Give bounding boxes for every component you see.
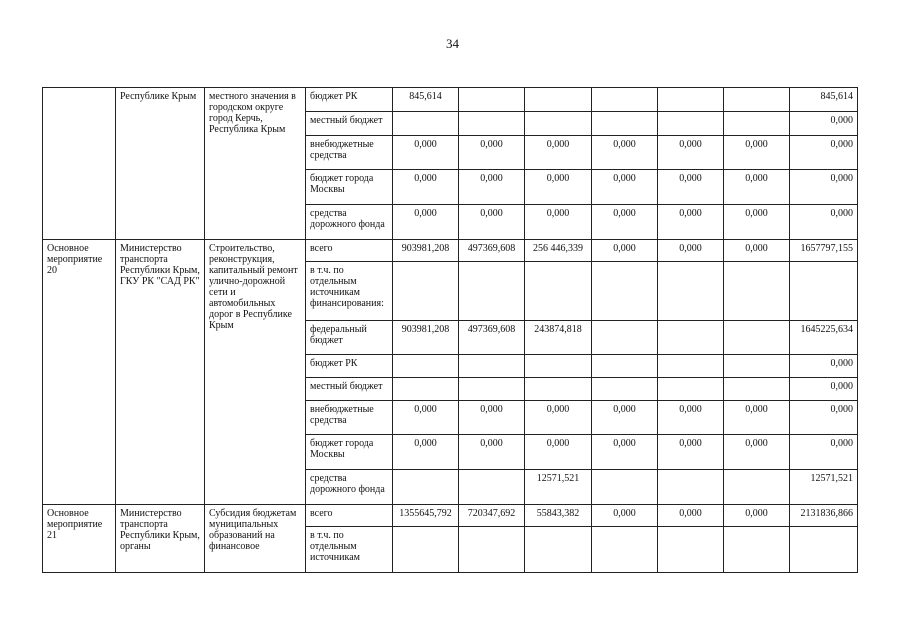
executor-cell: Республике Крым xyxy=(116,88,205,240)
total-cell: 0,000 xyxy=(790,378,858,401)
value-cell: 0,000 xyxy=(393,170,459,205)
value-cell: 0,000 xyxy=(393,401,459,435)
value-cell xyxy=(525,527,592,573)
value-cell: 1355645,792 xyxy=(393,505,459,527)
value-cell: 0,000 xyxy=(658,401,724,435)
value-cell xyxy=(658,355,724,378)
value-cell: 0,000 xyxy=(592,205,658,240)
value-cell xyxy=(658,378,724,401)
total-cell: 0,000 xyxy=(790,112,858,136)
value-cell: 0,000 xyxy=(724,505,790,527)
value-cell xyxy=(592,355,658,378)
executor-cell: Министерство транспорта Республики Крым, органы xyxy=(116,505,205,573)
value-cell: 0,000 xyxy=(724,435,790,470)
total-cell: 845,614 xyxy=(790,88,858,112)
value-cell xyxy=(525,262,592,321)
source-cell: бюджет РК xyxy=(306,355,393,378)
value-cell xyxy=(658,88,724,112)
value-cell: 0,000 xyxy=(525,435,592,470)
value-cell xyxy=(592,378,658,401)
value-cell: 0,000 xyxy=(459,401,525,435)
value-cell: 0,000 xyxy=(724,205,790,240)
total-cell: 0,000 xyxy=(790,170,858,205)
value-cell xyxy=(525,355,592,378)
value-cell: 0,000 xyxy=(525,205,592,240)
value-cell xyxy=(393,378,459,401)
value-cell xyxy=(658,262,724,321)
value-cell xyxy=(724,262,790,321)
value-cell: 0,000 xyxy=(525,401,592,435)
value-cell: 0,000 xyxy=(592,136,658,170)
value-cell xyxy=(525,112,592,136)
value-cell xyxy=(592,112,658,136)
total-cell xyxy=(790,527,858,573)
total-cell: 12571,521 xyxy=(790,470,858,505)
value-cell xyxy=(459,470,525,505)
value-cell: 12571,521 xyxy=(525,470,592,505)
value-cell: 0,000 xyxy=(525,136,592,170)
value-cell xyxy=(724,527,790,573)
value-cell xyxy=(525,88,592,112)
source-cell: в т.ч. по отдельным источникам финансирования: xyxy=(306,262,393,321)
total-cell: 0,000 xyxy=(790,136,858,170)
value-cell: 55843,382 xyxy=(525,505,592,527)
value-cell xyxy=(658,527,724,573)
value-cell xyxy=(658,112,724,136)
value-cell xyxy=(724,112,790,136)
total-cell: 0,000 xyxy=(790,401,858,435)
value-cell xyxy=(724,321,790,355)
value-cell: 0,000 xyxy=(658,435,724,470)
value-cell: 0,000 xyxy=(592,505,658,527)
value-cell xyxy=(592,88,658,112)
measure-name-cell: Строительство, реконструкция, капитальный ремонт улично-дорожной сети и автомобильных дорог в Республике Крым xyxy=(205,240,306,505)
value-cell xyxy=(658,321,724,355)
value-cell: 0,000 xyxy=(459,170,525,205)
value-cell xyxy=(592,321,658,355)
source-cell: бюджет города Москвы xyxy=(306,435,393,470)
value-cell xyxy=(393,355,459,378)
value-cell: 0,000 xyxy=(525,170,592,205)
value-cell xyxy=(459,355,525,378)
total-cell: 0,000 xyxy=(790,205,858,240)
value-cell: 243874,818 xyxy=(525,321,592,355)
source-cell: внебюджетные средства xyxy=(306,401,393,435)
total-cell xyxy=(790,262,858,321)
value-cell: 0,000 xyxy=(658,240,724,262)
value-cell xyxy=(393,470,459,505)
value-cell: 0,000 xyxy=(393,136,459,170)
source-cell: местный бюджет xyxy=(306,378,393,401)
total-cell: 1645225,634 xyxy=(790,321,858,355)
value-cell xyxy=(393,527,459,573)
source-cell: бюджет города Москвы xyxy=(306,170,393,205)
value-cell xyxy=(525,378,592,401)
value-cell: 0,000 xyxy=(658,170,724,205)
value-cell xyxy=(393,112,459,136)
value-cell xyxy=(724,378,790,401)
value-cell: 256 446,339 xyxy=(525,240,592,262)
value-cell xyxy=(658,470,724,505)
value-cell: 0,000 xyxy=(658,505,724,527)
value-cell: 903981,208 xyxy=(393,321,459,355)
value-cell: 0,000 xyxy=(592,435,658,470)
value-cell xyxy=(592,527,658,573)
value-cell xyxy=(459,527,525,573)
value-cell: 0,000 xyxy=(724,401,790,435)
total-cell: 0,000 xyxy=(790,355,858,378)
value-cell xyxy=(724,355,790,378)
value-cell: 0,000 xyxy=(459,205,525,240)
source-cell: федеральный бюджет xyxy=(306,321,393,355)
value-cell: 0,000 xyxy=(724,240,790,262)
value-cell: 497369,608 xyxy=(459,240,525,262)
measure-name-cell: местного значения в городском округе город Керчь, Республика Крым xyxy=(205,88,306,240)
value-cell xyxy=(724,470,790,505)
event-cell: Основное мероприятие 20 xyxy=(43,240,116,505)
value-cell: 845,614 xyxy=(393,88,459,112)
source-cell: местный бюджет xyxy=(306,112,393,136)
table-row xyxy=(43,88,858,112)
value-cell: 0,000 xyxy=(658,136,724,170)
source-cell: всего xyxy=(306,240,393,262)
table-row xyxy=(43,505,858,527)
value-cell xyxy=(459,378,525,401)
value-cell: 0,000 xyxy=(658,205,724,240)
source-cell: внебюджетные средства xyxy=(306,136,393,170)
value-cell: 0,000 xyxy=(724,136,790,170)
value-cell: 0,000 xyxy=(459,136,525,170)
source-cell: всего xyxy=(306,505,393,527)
total-cell: 1657797,155 xyxy=(790,240,858,262)
event-cell xyxy=(43,88,116,240)
value-cell: 0,000 xyxy=(724,170,790,205)
source-cell: бюджет РК xyxy=(306,88,393,112)
value-cell: 497369,608 xyxy=(459,321,525,355)
total-cell: 0,000 xyxy=(790,435,858,470)
value-cell xyxy=(459,88,525,112)
value-cell xyxy=(459,112,525,136)
value-cell xyxy=(459,262,525,321)
value-cell: 720347,692 xyxy=(459,505,525,527)
source-cell: средства дорожного фонда xyxy=(306,205,393,240)
page-number: 34 xyxy=(446,36,459,51)
measure-name-cell: Субсидия бюджетам муниципальных образований на финансовое xyxy=(205,505,306,573)
value-cell: 0,000 xyxy=(592,170,658,205)
value-cell xyxy=(393,262,459,321)
total-cell: 2131836,866 xyxy=(790,505,858,527)
event-cell: Основное мероприятие 21 xyxy=(43,505,116,573)
value-cell: 0,000 xyxy=(592,401,658,435)
table-row xyxy=(43,240,858,262)
value-cell: 903981,208 xyxy=(393,240,459,262)
value-cell: 0,000 xyxy=(393,435,459,470)
source-cell: в т.ч. по отдельным источникам xyxy=(306,527,393,573)
value-cell: 0,000 xyxy=(459,435,525,470)
value-cell xyxy=(592,470,658,505)
value-cell xyxy=(724,88,790,112)
value-cell: 0,000 xyxy=(393,205,459,240)
value-cell xyxy=(592,262,658,321)
executor-cell: Министерство транспорта Республики Крым, ГКУ РК "САД РК" xyxy=(116,240,205,505)
source-cell: средства дорожного фонда xyxy=(306,470,393,505)
value-cell: 0,000 xyxy=(592,240,658,262)
financing-table xyxy=(42,87,858,573)
